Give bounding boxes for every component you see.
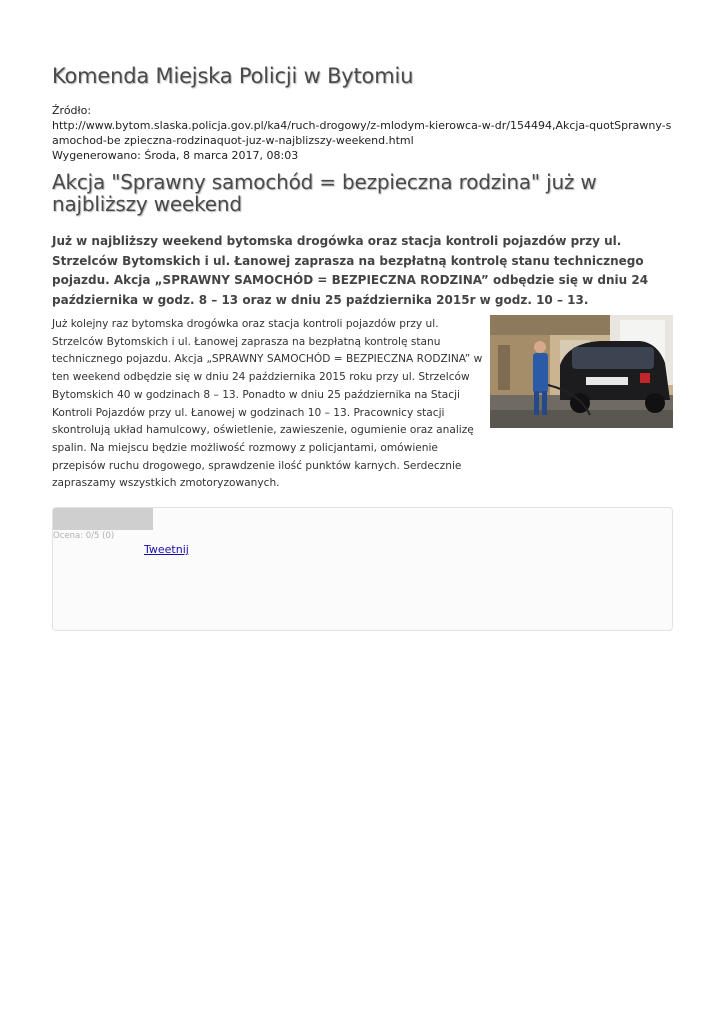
rating-label: Ocena: 0/5 (0) xyxy=(53,531,115,541)
source-label: Źródło: xyxy=(52,104,92,117)
generated-date: Wygenerowano: Środa, 8 marca 2017, 08:03 xyxy=(52,149,299,162)
source-url: http://www.bytom.slaska.policja.gov.pl/ka4/ruch-drogowy/z-mlodym-kierowca-w-dr/154494,Akcja-quotSprawny-samochod-be zpieczna-rodzinaquot-juz-w-najblizszy-weekend.html xyxy=(52,119,672,147)
car-inspection-photo xyxy=(490,315,673,428)
rating-share-box xyxy=(52,507,673,631)
rating-stars[interactable] xyxy=(53,508,153,530)
article-title: Akcja "Sprawny samochód = bezpieczna rodzina" już w najbliższy weekend xyxy=(52,170,597,216)
article-lead: Już w najbliższy weekend bytomska drogówka oraz stacja kontroli pojazdów przy ul. Strzelców Bytomskich i ul. Łanowej zaprasza na bezpłatną kontrolę stanu technicznego pojazdu. Akcja „SPRAWNY SAMOCHÓD = BEZPIECZNA RODZINA” odbędzie się w dniu 24 października w godz. 8 – 13 oraz w dniu 25 października 2015r w godz. 10 – 13. xyxy=(52,234,649,307)
article-body: Już kolejny raz bytomska drogówka oraz stacja kontroli pojazdów przy ul. Strzelców Bytomskich i ul. Łanowej zaprasza na bezpłatną kontrolę stanu technicznego pojazdu. Akcja „SPRAWNY SAMOCHÓD = BEZPIECZNA RODZINA” w ten weekend odbędzie się w dniu 24 października 2015 roku przy ul. Strzelców Bytomskich 40 w godzinach 8 – 13. Ponadto w dniu 25 października na Stacji Kontroli Pojazdów przy ul. Łanowej w godzinach 10 – 13. Pracownicy stacji skontrolują układ hamulcowy, oświetlenie, zawieszenie, ogumienie oraz analizę spalin. Na miejscu będzie możliwość rozmowy z policjantami, omówienie przepisów ruchu drogowego, sprawdzenie ilość punktów karnych. Serdecznie zapraszamy wszystkich zmotoryzowanych. xyxy=(52,318,483,490)
site-title: Komenda Miejska Policji w Bytomiu xyxy=(52,64,414,88)
tweet-link[interactable]: Tweetnij xyxy=(144,543,189,556)
source-block xyxy=(52,103,673,163)
article-photo xyxy=(490,315,673,428)
